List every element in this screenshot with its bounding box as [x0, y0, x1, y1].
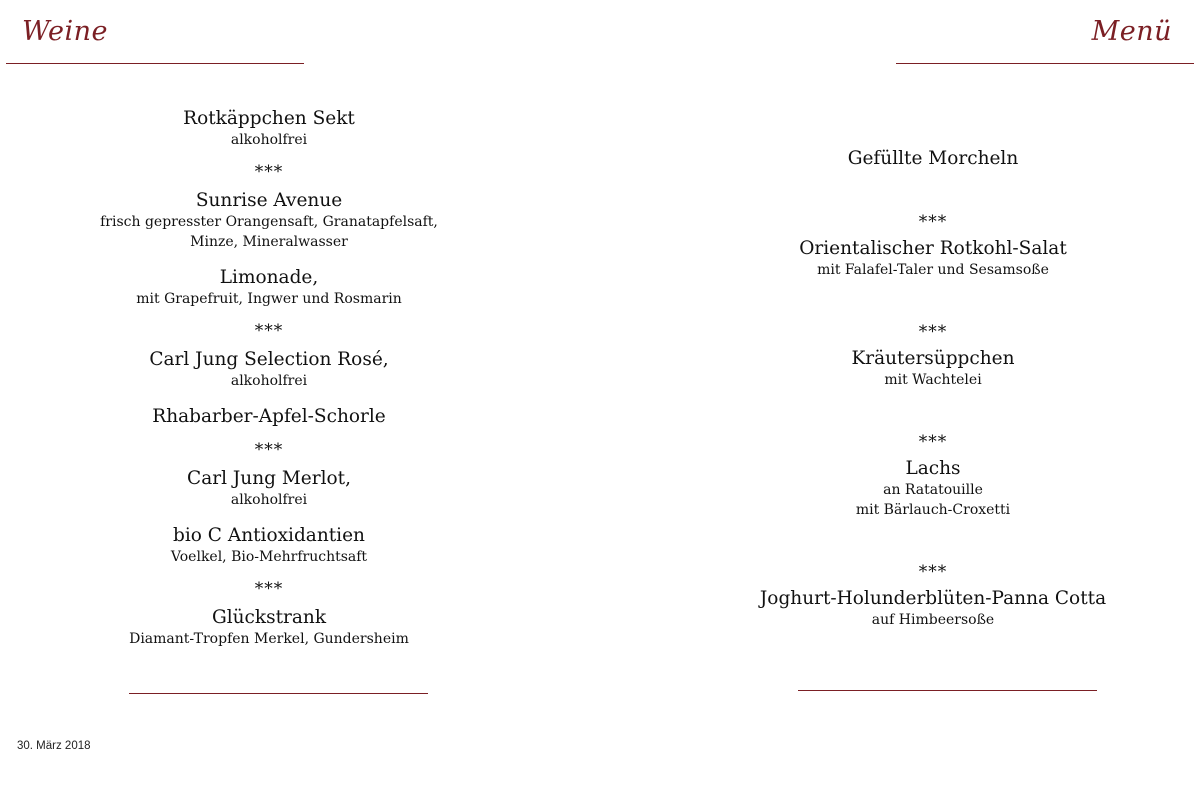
- separator-stars: ***: [918, 212, 948, 232]
- course-description: mit Wachtelei: [884, 372, 982, 388]
- separator-stars: ***: [254, 162, 284, 182]
- drink-item: [40, 468, 498, 510]
- course-description: an Ratatouille: [883, 482, 983, 498]
- drink-item: [40, 525, 498, 567]
- menu-heading: Menü: [1091, 16, 1172, 47]
- drink-title: Rhabarber-Apfel-Schorle: [152, 406, 386, 427]
- menu-date: 30. März 2018: [17, 740, 91, 752]
- drink-item: [40, 349, 498, 391]
- course-description: mit Bärlauch-Croxetti: [855, 502, 1011, 518]
- course-item: [700, 458, 1166, 520]
- bottom-right-divider: [798, 690, 1097, 691]
- drink-title: Glückstrank: [211, 607, 327, 628]
- bottom-left-divider: [129, 693, 428, 694]
- drink-title: Sunrise Avenue: [195, 190, 343, 211]
- menu-list: [700, 148, 1166, 630]
- drink-description: mit Grapefruit, Ingwer und Rosmarin: [136, 291, 402, 307]
- course-description: mit Falafel-Taler und Sesamsoße: [817, 262, 1049, 278]
- course-item: [700, 588, 1166, 630]
- drink-title: Limonade,: [219, 267, 319, 288]
- course-title: Joghurt-Holunderblüten-Panna Cotta: [759, 588, 1107, 609]
- course-title: Gefüllte Morcheln: [847, 148, 1019, 169]
- drink-title: Carl Jung Merlot,: [187, 468, 351, 489]
- drink-item: [40, 190, 498, 252]
- separator-stars: ***: [254, 440, 284, 460]
- drink-title: bio C Antioxidantien: [173, 525, 365, 546]
- drink-description: alkoholfrei: [230, 373, 308, 389]
- separator-stars: ***: [918, 322, 948, 342]
- weine-heading: Weine: [22, 16, 109, 47]
- drink-description: alkoholfrei: [230, 132, 308, 148]
- separator-stars: ***: [254, 579, 284, 599]
- separator-stars: ***: [918, 432, 948, 452]
- drink-description: Minze, Mineralwasser: [190, 234, 348, 250]
- course-item: [700, 238, 1166, 280]
- drink-item: [40, 607, 498, 649]
- course-title: Kräutersüppchen: [851, 348, 1015, 369]
- course-description: auf Himbeersoße: [871, 612, 995, 628]
- drink-description: Diamant-Tropfen Merkel, Gundersheim: [129, 631, 409, 647]
- drink-description: alkoholfrei: [230, 492, 308, 508]
- course-item: [700, 148, 1166, 170]
- separator-stars: ***: [918, 562, 948, 582]
- separator-stars: ***: [254, 321, 284, 341]
- course-title: Lachs: [905, 458, 961, 479]
- drink-item: [40, 267, 498, 309]
- drink-description: frisch gepresster Orangensaft, Granatapfelsaft,: [100, 214, 438, 230]
- top-left-divider: [6, 63, 304, 64]
- course-title: Orientalischer Rotkohl-Salat: [799, 238, 1067, 259]
- drink-item: [40, 406, 498, 428]
- drink-item: [40, 108, 498, 150]
- drink-title: Carl Jung Selection Rosé,: [149, 349, 389, 370]
- course-item: [700, 348, 1166, 390]
- top-right-divider: [896, 63, 1194, 64]
- weine-list: [40, 108, 498, 649]
- drink-title: Rotkäppchen Sekt: [183, 108, 355, 129]
- drink-description: Voelkel, Bio-Mehrfruchtsaft: [170, 549, 368, 565]
